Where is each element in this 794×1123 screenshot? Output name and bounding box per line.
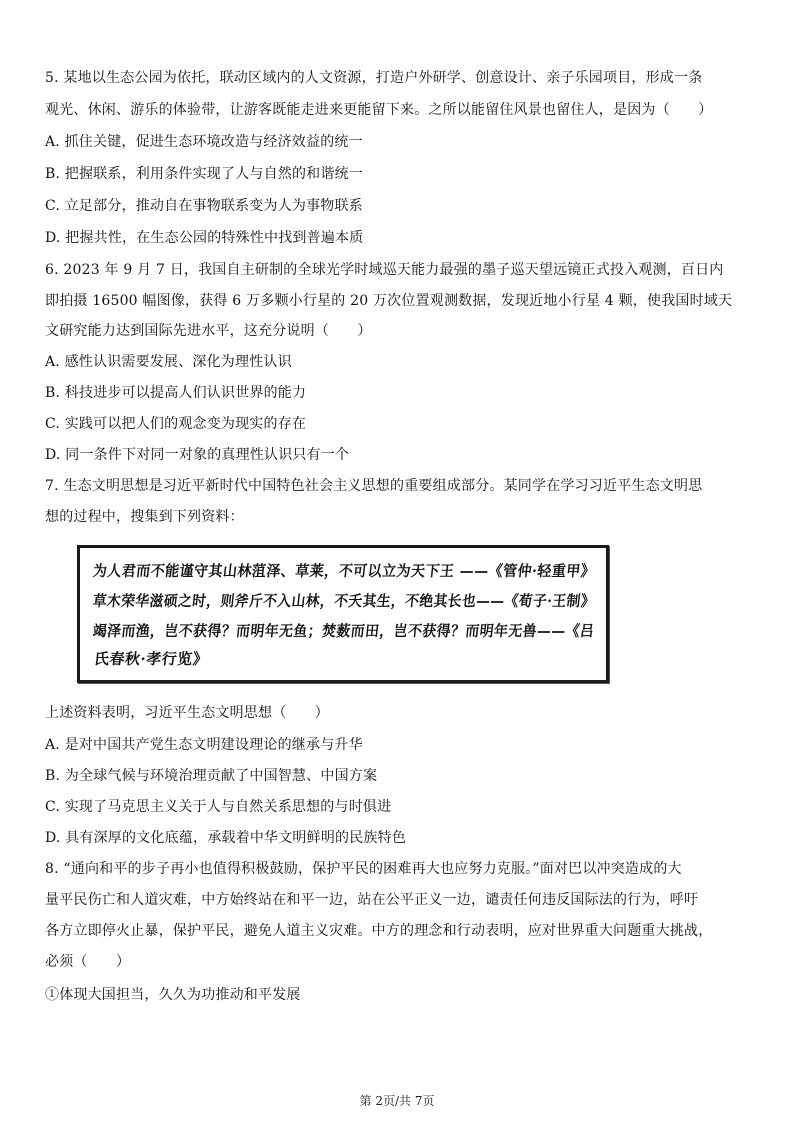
quote-line-4: 氏春秋·孝行览》 <box>93 650 210 668</box>
q7-stem-line1: 7. 生态文明思想是习近平新时代中国特色社会主义思想的重要组成部分。某同学在学习习近平生态文明思 <box>45 478 703 494</box>
q6-option-d: D. 同一条件下对同一对象的真理性认识只有一个 <box>45 447 350 463</box>
quote-box <box>77 545 609 683</box>
quote-line-3: 竭泽而渔，岂不获得？而明年无鱼；焚薮而田，岂不获得？而明年无兽——《吕 <box>91 622 596 640</box>
q7-stem-line2: 想的过程中，搜集到下列资料： <box>45 509 244 525</box>
q6-option-a: A. 感性认识需要发展、深化为理性认识 <box>45 354 292 370</box>
q7-option-a: A. 是对中国共产党生态文明建设理论的继承与升华 <box>45 737 363 753</box>
q8-stem-line2: 量平民伤亡和人道灾难，中方始终站在和平一边，站在公平正义一边，谴责任何违反国际法的行为，呼吁 <box>45 892 699 908</box>
q5-option-b: B. 把握联系，利用条件实现了人与自然的和谐统一 <box>45 166 363 182</box>
q7-option-d: D. 具有深厚的文化底蕴，承载着中华文明鲜明的民族特色 <box>45 830 407 846</box>
q8-stem-line1: 8. “通向和平的步子再小也值得积极鼓励，保护平民的困难再大也应努力克服。”面对巴以冲突造成的大 <box>45 861 682 877</box>
q6-option-b: B. 科技进步可以提高人们认识世界的能力 <box>45 385 307 401</box>
q7-option-b: B. 为全球气候与环境治理贡献了中国智慧、中国方案 <box>45 768 378 784</box>
q5-option-a: A. 抓住关键，促进生态环境改造与经济效益的统一 <box>45 134 363 150</box>
q8-stem-line4: 必须（ ） <box>45 954 131 970</box>
page-footer: 第 2页/共 7页 <box>359 1094 435 1108</box>
q6-stem-line2: 即拍摄 16500 幅图像，获得 6 万多颗小行星的 20 万次位置观测数据，发现近地小行星 4 颗，使我国时域天 <box>45 293 733 309</box>
quote-line-1: 为人君而不能谨守其山林菹泽、草莱，不可以立为天下王 ——《管仲·轻重甲》 <box>91 562 597 580</box>
q7-ask: 上述资料表明，习近平生态文明思想（ ） <box>45 705 329 721</box>
q8-stem-line3: 各方立即停火止暴，保护平民，避免人道主义灾难。中方的理念和行动表明，应对世界重大问题重大挑战， <box>45 923 713 939</box>
q5-option-d: D. 把握共性，在生态公园的特殊性中找到普遍本质 <box>45 230 364 246</box>
q6-stem-line1: 6. 2023 年 9 月 7 日，我国自主研制的全球光学时域巡天能力最强的墨子巡天望远镜正式投入观测，百日内 <box>45 262 724 278</box>
q8-item-1: ①体现大国担当，久久为功推动和平发展 <box>45 987 301 1003</box>
q5-stem-line2: 观光、休闲、游乐的体验带，让游客既能走进来更能留下来。之所以能留住风景也留住人，是因为（ ） <box>45 102 713 118</box>
quote-line-2: 草木荣华滋硕之时，则斧斤不入山林，不夭其生，不绝其长也——《荀子·王制》 <box>91 592 597 610</box>
q5-stem-line1: 5. 某地以生态公园为依托，联动区域内的人文资源，打造户外研学、创意设计、亲子乐园项目，形成一条 <box>45 70 703 86</box>
q6-option-c: C. 实践可以把人们的观念变为现实的存在 <box>45 416 307 432</box>
q6-stem-line3: 文研究能力达到国际先进水平，这充分说明（ ） <box>45 323 372 339</box>
q7-option-c: C. 实现了马克思主义关于人与自然关系思想的与时俱进 <box>45 799 392 815</box>
q5-option-c: C. 立足部分，推动自在事物联系变为人为事物联系 <box>45 198 363 214</box>
